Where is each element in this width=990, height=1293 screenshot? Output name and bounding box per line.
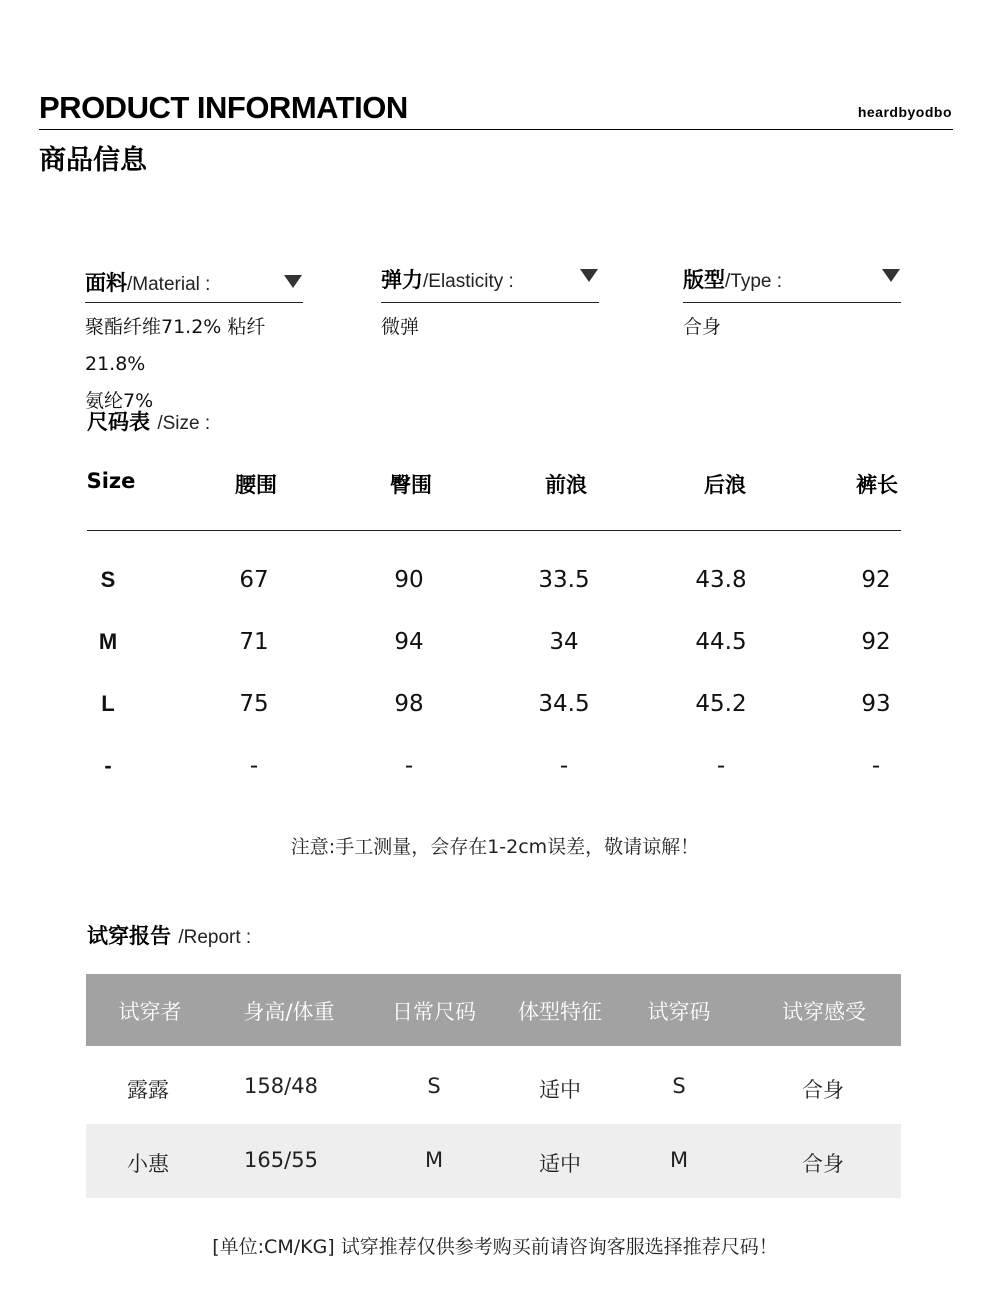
title-divider: [39, 129, 953, 130]
report-table: [86, 974, 901, 1198]
footer-note: [单位:CM/KG] 试穿推荐仅供参考购买前请咨询客服选择推荐尺码！: [212, 1236, 778, 1258]
attribute-label: 弹力/Elasticity :: [381, 268, 514, 292]
page-title-zh: 商品信息: [39, 145, 147, 176]
size-section-label: 尺码表 /Size :: [87, 410, 211, 434]
table-row: - - - - - -: [104, 753, 881, 779]
attribute-label: 版型/Type :: [683, 268, 783, 292]
attribute-elasticity: [381, 256, 599, 346]
attribute-header[interactable]: [381, 256, 599, 303]
attribute-material: [85, 259, 303, 420]
triangle-down-icon[interactable]: [284, 275, 302, 288]
size-table-header: [87, 465, 901, 531]
size-header-cell: 后浪: [704, 473, 746, 497]
report-table-header: [86, 974, 901, 1046]
attribute-value: 聚酯纤维71.2% 粘纤21.8% 氨纶7%: [85, 316, 266, 412]
size-header-cell: 前浪: [545, 473, 587, 497]
attribute-type: [683, 256, 901, 346]
report-header-cell: 体型特征: [518, 1000, 602, 1024]
report-header-cell: 试穿码: [647, 1000, 711, 1024]
report-header-cell: 身高/体重: [243, 1000, 335, 1024]
triangle-down-icon[interactable]: [580, 269, 598, 282]
triangle-down-icon[interactable]: [882, 269, 900, 282]
attribute-header[interactable]: [683, 256, 901, 303]
size-header-cell: 裤长: [856, 473, 898, 497]
report-header-cell: 日常尺码: [392, 1000, 476, 1024]
attribute-header[interactable]: [85, 259, 303, 303]
table-row: S 67 90 33.5 43.8 92: [100, 567, 891, 593]
table-row: 露露 158/48 S 适中 S 合身: [127, 1074, 844, 1102]
report-header-cell: 试穿感受: [782, 1000, 866, 1024]
size-header-cell: Size: [86, 469, 136, 493]
size-table: [87, 465, 901, 815]
size-measure-note: 注意:手工测量，会存在1-2cm误差，敬请谅解！: [290, 836, 700, 858]
table-row: L 75 98 34.5 45.2 93: [101, 691, 891, 717]
page-title-en: PRODUCT INFORMATION: [39, 90, 408, 125]
attribute-value: 微弹: [381, 316, 420, 338]
table-row: M 71 94 34 44.5 92: [98, 629, 891, 655]
attribute-label: 面料/Material :: [85, 271, 211, 295]
report-header-cell: 试穿者: [118, 1000, 182, 1024]
size-header-cell: 臀围: [390, 473, 432, 497]
table-row: 小惠 165/55 M 适中 M 合身: [86, 1124, 901, 1198]
size-header-cell: 腰围: [235, 473, 277, 497]
report-section-label: 试穿报告 /Report :: [87, 924, 252, 948]
brand-logo-text: heardbyodbo: [857, 104, 952, 120]
attribute-value: 合身: [683, 316, 722, 338]
